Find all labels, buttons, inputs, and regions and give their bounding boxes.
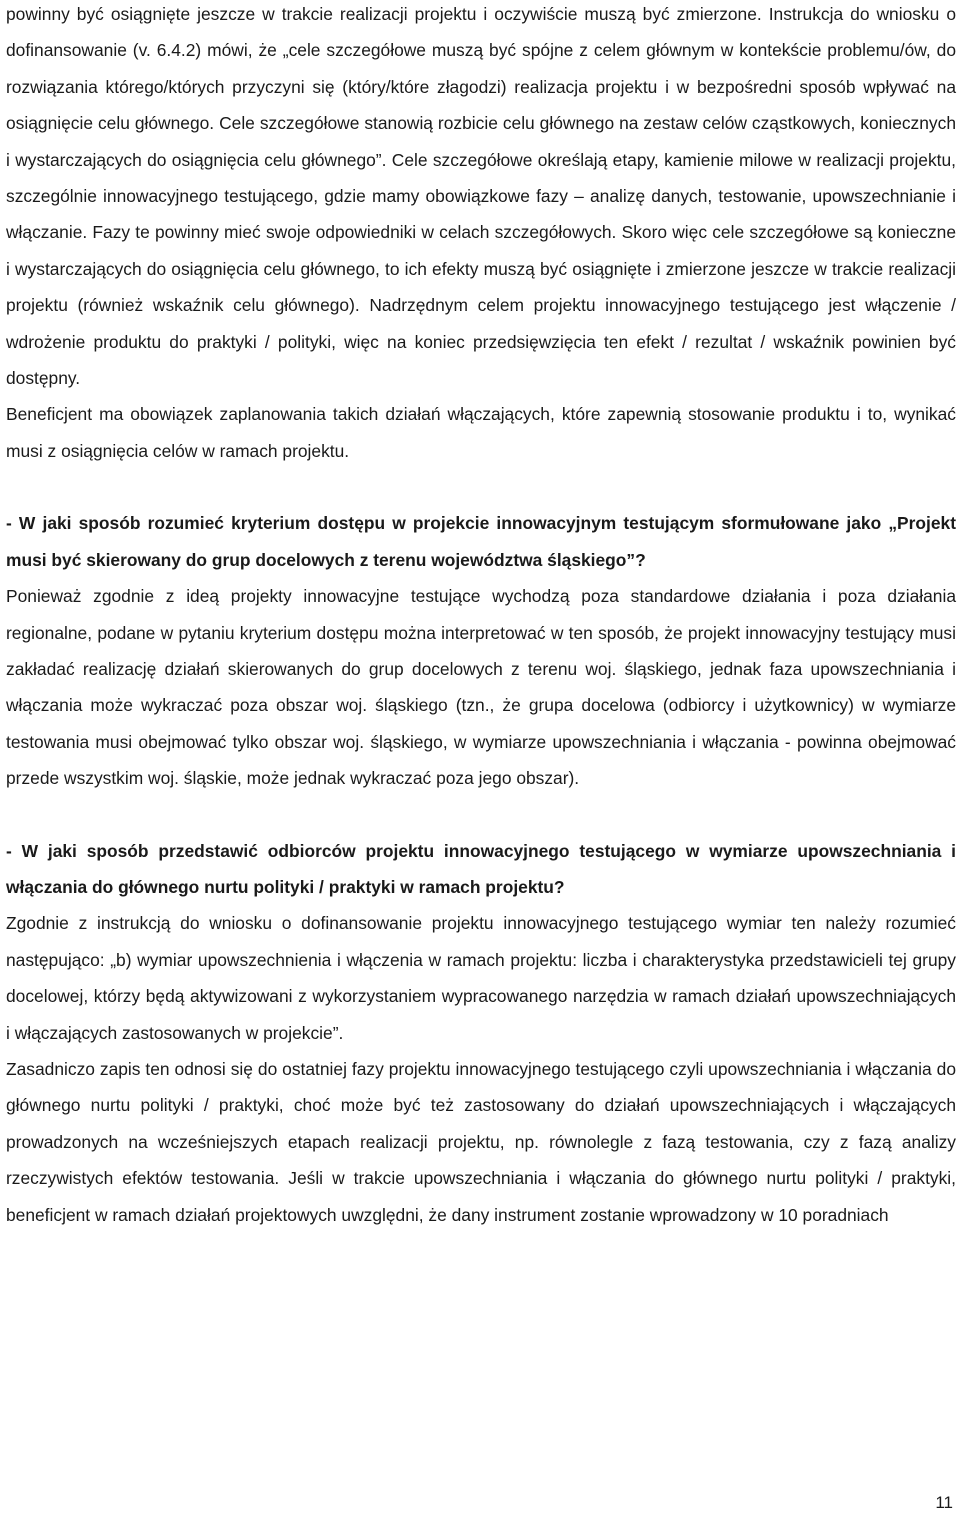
question-heading: - W jaki sposób rozumieć kryterium dostępu w projekcie innowacyjnym testującym sformułowane jako „Projekt musi być skierowany do grup docelowych z terenu województwa śląskiego”? xyxy=(6,513,956,570)
answer-paragraph: Zgodnie z instrukcją do wniosku o dofinansowanie projektu innowacyjnego testującego wymiar ten należy rozumieć następująco: „b) wymiar upowszechnienia i włączenia w ramach projektu: liczba i charakterystyka przedstawicieli tej grupy docelowej, którzy będą aktywizowani z wykorzystaniem wypracowanego narzędzia w ramach działań upowszechniających i włączających zastosowanych w projekcie”. xyxy=(6,913,956,1043)
question-heading: - W jaki sposób przedstawić odbiorców projektu innowacyjnego testującego w wymiarze upowszechniania i włączania do głównego nurtu polityki / praktyki w ramach projektu? xyxy=(6,840,956,897)
intro-paragraph: powinny być osiągnięte jeszcze w trakcie realizacji projektu i oczywiście muszą być zmierzone. Instrukcja do wniosku o dofinansowanie (v. 6.4.2) mówi, że „cele szczegółowe muszą być spójne z celem głównym w kontekście problemu/ów, do rozwiązania którego/których przyczyni się (który/które złagodzi) realizacja projektu i w bezpośredni sposób wpływać na osiągnięcie celu głównego. Cele szczegółowe stanowią rozbicie celu głównego na zestaw celów cząstkowych, koniecznych i wystarczających do osiągnięcia celu głównego”. Cele szczegółowe określają etapy, kamienie milowe w realizacji projektu, szczególnie innowacyjnego testującego, gdzie mamy obowiązkowe fazy – analizę danych, testowanie, upowszechnianie i włączanie. Fazy te powinny mieć swoje odpowiedniki w celach szczegółowych. Skoro więc cele szczegółowe są konieczne i wystarczających do osiągnięcia celu głównego, to ich efekty muszą być osiągnięte i zmierzone jeszcze w trakcie realizacji projektu (również wskaźnik celu głównego). Nadrzędnym celem projektu innowacyjnego testującego jest włączenie / wdrożenie produktu do praktyki / polityki, więc na koniec przedsięwzięcia ten efekt / rezultat / wskaźnik powinien być dostępny. xyxy=(6,4,956,389)
spacer xyxy=(6,469,956,505)
answer-paragraph: Zasadniczo zapis ten odnosi się do ostatniej fazy projektu innowacyjnego testującego czyli upowszechniania i włączania do głównego nurtu polityki / praktyki, choć może być też zastosowany do działań upowszechniających i włączających prowadzonych na wcześniejszych etapach realizacji projektu, np. równolegle z fazą testowania, czy z fazą analizy rzeczywistych efektów testowania. Jeśli w trakcie upowszechniania i włączania do głównego nurtu polityki / praktyki, beneficjent w ramach działań projektowych uwzględni, że dany instrument zostanie wprowadzony w 10 poradniach xyxy=(6,1058,956,1225)
spacer xyxy=(6,797,956,833)
beneficiary-paragraph: Beneficjent ma obowiązek zaplanowania takich działań włączających, które zapewnią stosowanie produktu i to, wynikać musi z osiągnięcia celów w ramach projektu. xyxy=(6,404,956,461)
answer-paragraph: Ponieważ zgodnie z ideą projekty innowacyjne testujące wychodzą poza standardowe działania i poza działania regionalne, podane w pytaniu kryterium dostępu można interpretować w ten sposób, że projekt innowacyjny testujący musi zakładać realizację działań skierowanych do grup docelowych z terenu woj. śląskiego, jednak faza upowszechniania i włączania może wykraczać poza obszar woj. śląskiego (tzn., że grupa docelowa (odbiorcy i użytkownicy) w wymiarze testowania musi obejmować tylko obszar woj. śląskiego, w wymiarze upowszechniania i włączania - powinna obejmować przede wszystkim woj. śląskie, może jednak wykraczać poza jego obszar). xyxy=(6,586,956,789)
page-number: 11 xyxy=(935,1493,953,1512)
document-body xyxy=(6,0,956,1233)
